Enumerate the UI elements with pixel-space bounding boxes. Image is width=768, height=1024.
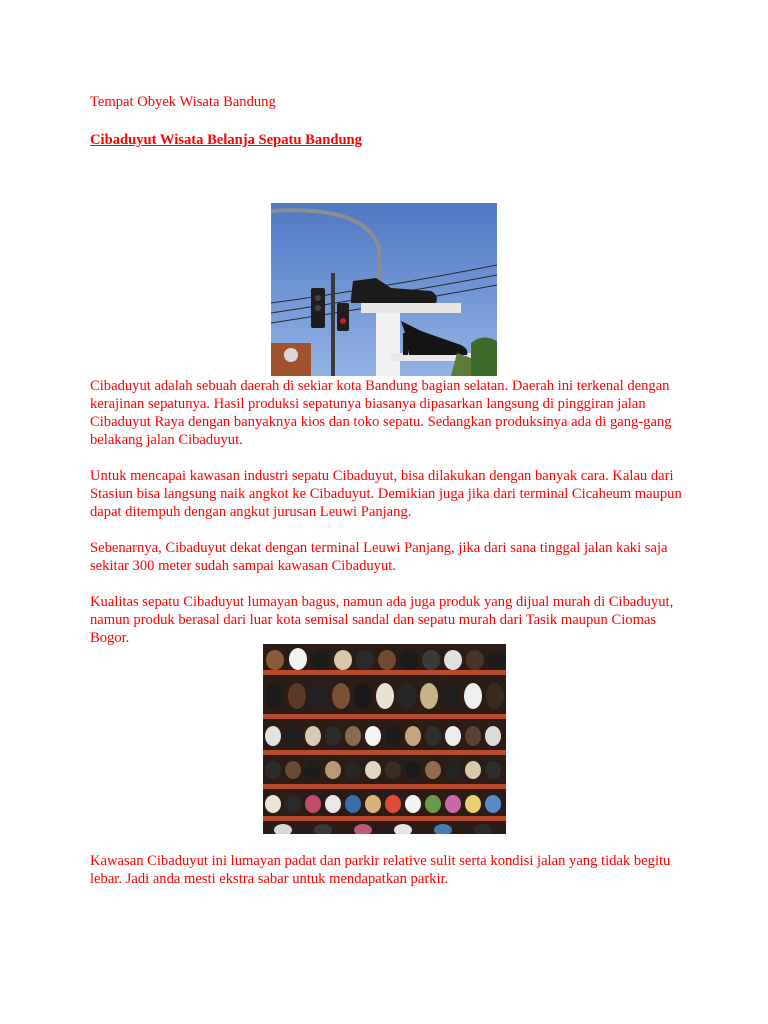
page-title: Cibaduyut Wisata Belanja Sepatu Bandung [90, 132, 362, 148]
pretitle: Tempat Obyek Wisata Bandung [90, 94, 276, 110]
paragraph-1: Cibaduyut adalah sebuah daerah di sekiar kota Bandung bagian selatan. Daerah ini terkenal dengan kerajinan sepatunya. Hasil produksi sepatunya biasanya dipasarkan langsung di pinggiran jalan Cibaduyut Raya dengan banyaknya kios dan toko sepatu. Sedangkan produksinya ada di gang-gang belakang jalan Cibaduyut. [90, 378, 672, 448]
shoe-shelves-image [263, 644, 506, 834]
paragraph-3: Sebenarnya, Cibaduyut dekat dengan terminal Leuwi Panjang, jika dari sana tinggal jalan kaki saja sekitar 300 meter sudah sampai kawasan Cibaduyut. [90, 540, 668, 574]
shoe-shelves-photo [263, 644, 506, 834]
paragraph-4: Kualitas sepatu Cibaduyut lumayan bagus, namun ada juga produk yang dijual murah di Cibaduyut, namun produk berasal dari luar kota semisal sandal dan sepatu murah dari Tasik maupun Ciomas Bogor. [90, 594, 674, 646]
shoe-monument-photo [271, 203, 497, 376]
paragraph-5: Kawasan Cibaduyut ini lumayan padat dan parkir relative sulit serta kondisi jalan yang tidak begitu lebar. Jadi anda mesti ekstra sabar untuk mendapatkan parkir. [90, 853, 671, 887]
shoe-monument-image [271, 203, 497, 376]
paragraph-2: Untuk mencapai kawasan industri sepatu Cibaduyut, bisa dilakukan dengan banyak cara. Kalau dari Stasiun bisa langsung naik angkot ke Cibaduyut. Demikian juga jika dari terminal Cicaheum maupun dapat ditempuh dengan angkut jurusan Leuwi Panjang. [90, 468, 682, 520]
